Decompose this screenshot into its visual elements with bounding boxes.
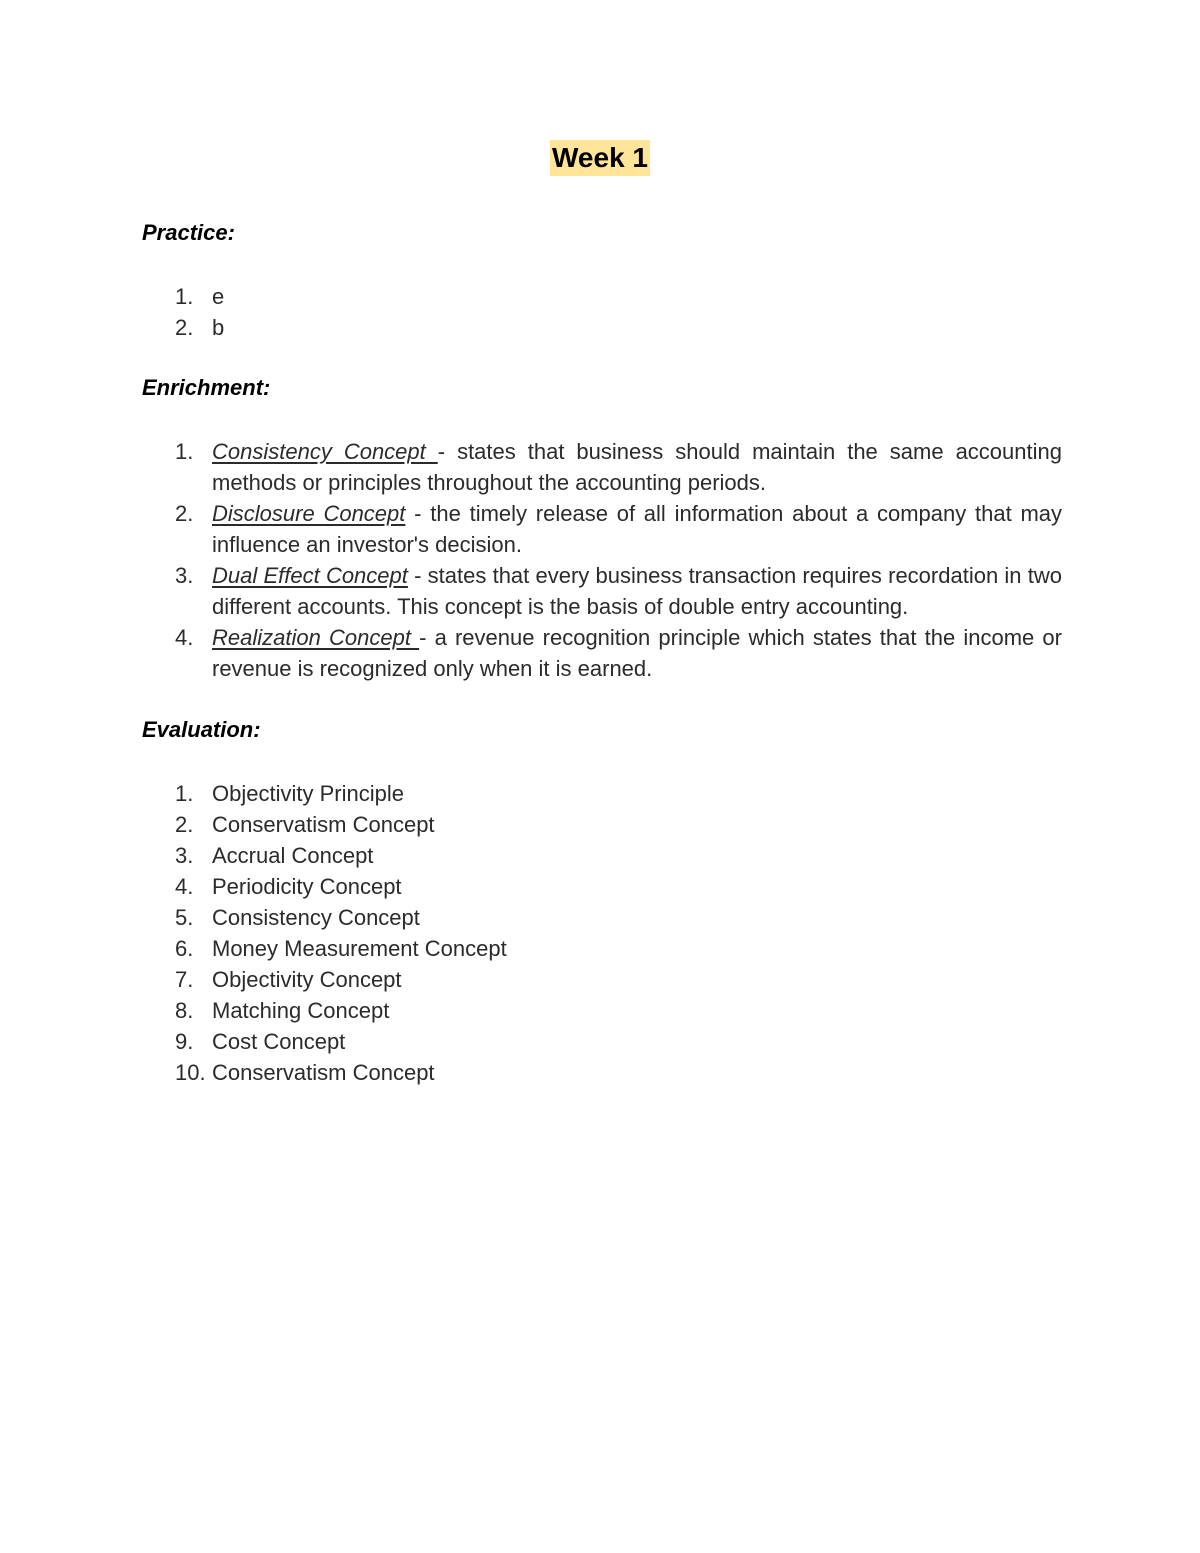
enrichment-list bbox=[142, 436, 1062, 684]
list-number: 7. bbox=[175, 967, 194, 992]
list-number: 9. bbox=[175, 1029, 194, 1054]
list-item bbox=[142, 436, 1062, 498]
list-text: Matching Concept bbox=[212, 998, 390, 1023]
evaluation-heading: Evaluation: bbox=[142, 717, 261, 742]
list-number: 4. bbox=[175, 625, 194, 650]
list-item bbox=[142, 902, 1062, 933]
list-item bbox=[142, 622, 1062, 684]
concept-term: Realization Concept bbox=[212, 625, 420, 650]
list-number: 2. bbox=[175, 315, 194, 340]
practice-section bbox=[142, 219, 1062, 343]
list-item bbox=[142, 840, 1062, 871]
concept-term: Consistency Concept bbox=[212, 439, 438, 464]
concept-definition: - a revenue recognition principle which states that the income or revenue is recognized only when it is earned. bbox=[212, 625, 1062, 681]
title-wrap bbox=[0, 140, 1200, 176]
list-item bbox=[142, 778, 1062, 809]
list-text: Conservatism Concept bbox=[212, 812, 435, 837]
list-text: Cost Concept bbox=[212, 1029, 346, 1054]
list-item bbox=[142, 281, 1062, 312]
list-item bbox=[142, 809, 1062, 840]
list-text: Objectivity Principle bbox=[212, 781, 404, 806]
list-number: 1. bbox=[175, 284, 194, 309]
list-item bbox=[142, 498, 1062, 560]
page-title: Week 1 bbox=[550, 140, 650, 176]
list-text: Objectivity Concept bbox=[212, 967, 402, 992]
list-number: 8. bbox=[175, 998, 194, 1023]
list-text: e bbox=[212, 284, 225, 309]
practice-list bbox=[142, 281, 1062, 343]
list-item bbox=[142, 312, 1062, 343]
list-item bbox=[142, 560, 1062, 622]
concept-definition: - states that every business transaction requires recordation in two different accounts. This concept is the basis of double entry accounting. bbox=[212, 563, 1062, 619]
concept-term: Dual Effect Concept bbox=[212, 563, 408, 588]
list-number: 10. bbox=[175, 1060, 206, 1085]
evaluation-section bbox=[142, 716, 1062, 1088]
practice-heading: Practice: bbox=[142, 220, 235, 245]
concept-definition: - the timely release of all information about a company that may influence an investor's decision. bbox=[212, 501, 1062, 557]
enrichment-heading: Enrichment: bbox=[142, 375, 271, 400]
list-text: Periodicity Concept bbox=[212, 874, 402, 899]
list-number: 2. bbox=[175, 501, 194, 526]
concept-term: Disclosure Concept bbox=[212, 501, 406, 526]
list-number: 6. bbox=[175, 936, 194, 961]
list-text: b bbox=[212, 315, 225, 340]
list-number: 3. bbox=[175, 843, 194, 868]
list-number: 1. bbox=[175, 781, 194, 806]
evaluation-list bbox=[142, 778, 1062, 1088]
enrichment-section bbox=[142, 374, 1062, 684]
list-item bbox=[142, 964, 1062, 995]
list-number: 2. bbox=[175, 812, 194, 837]
list-number: 5. bbox=[175, 905, 194, 930]
list-text: Consistency Concept bbox=[212, 905, 420, 930]
list-item bbox=[142, 1057, 1062, 1088]
list-item bbox=[142, 1026, 1062, 1057]
concept-definition: - states that business should maintain the same accounting methods or principles throughout the accounting periods. bbox=[212, 439, 1062, 495]
list-item bbox=[142, 995, 1062, 1026]
list-text: Conservatism Concept bbox=[212, 1060, 435, 1085]
list-item bbox=[142, 933, 1062, 964]
list-number: 4. bbox=[175, 874, 194, 899]
list-text: Money Measurement Concept bbox=[212, 936, 507, 961]
list-item bbox=[142, 871, 1062, 902]
list-number: 1. bbox=[175, 439, 194, 464]
list-text: Accrual Concept bbox=[212, 843, 374, 868]
list-number: 3. bbox=[175, 563, 194, 588]
